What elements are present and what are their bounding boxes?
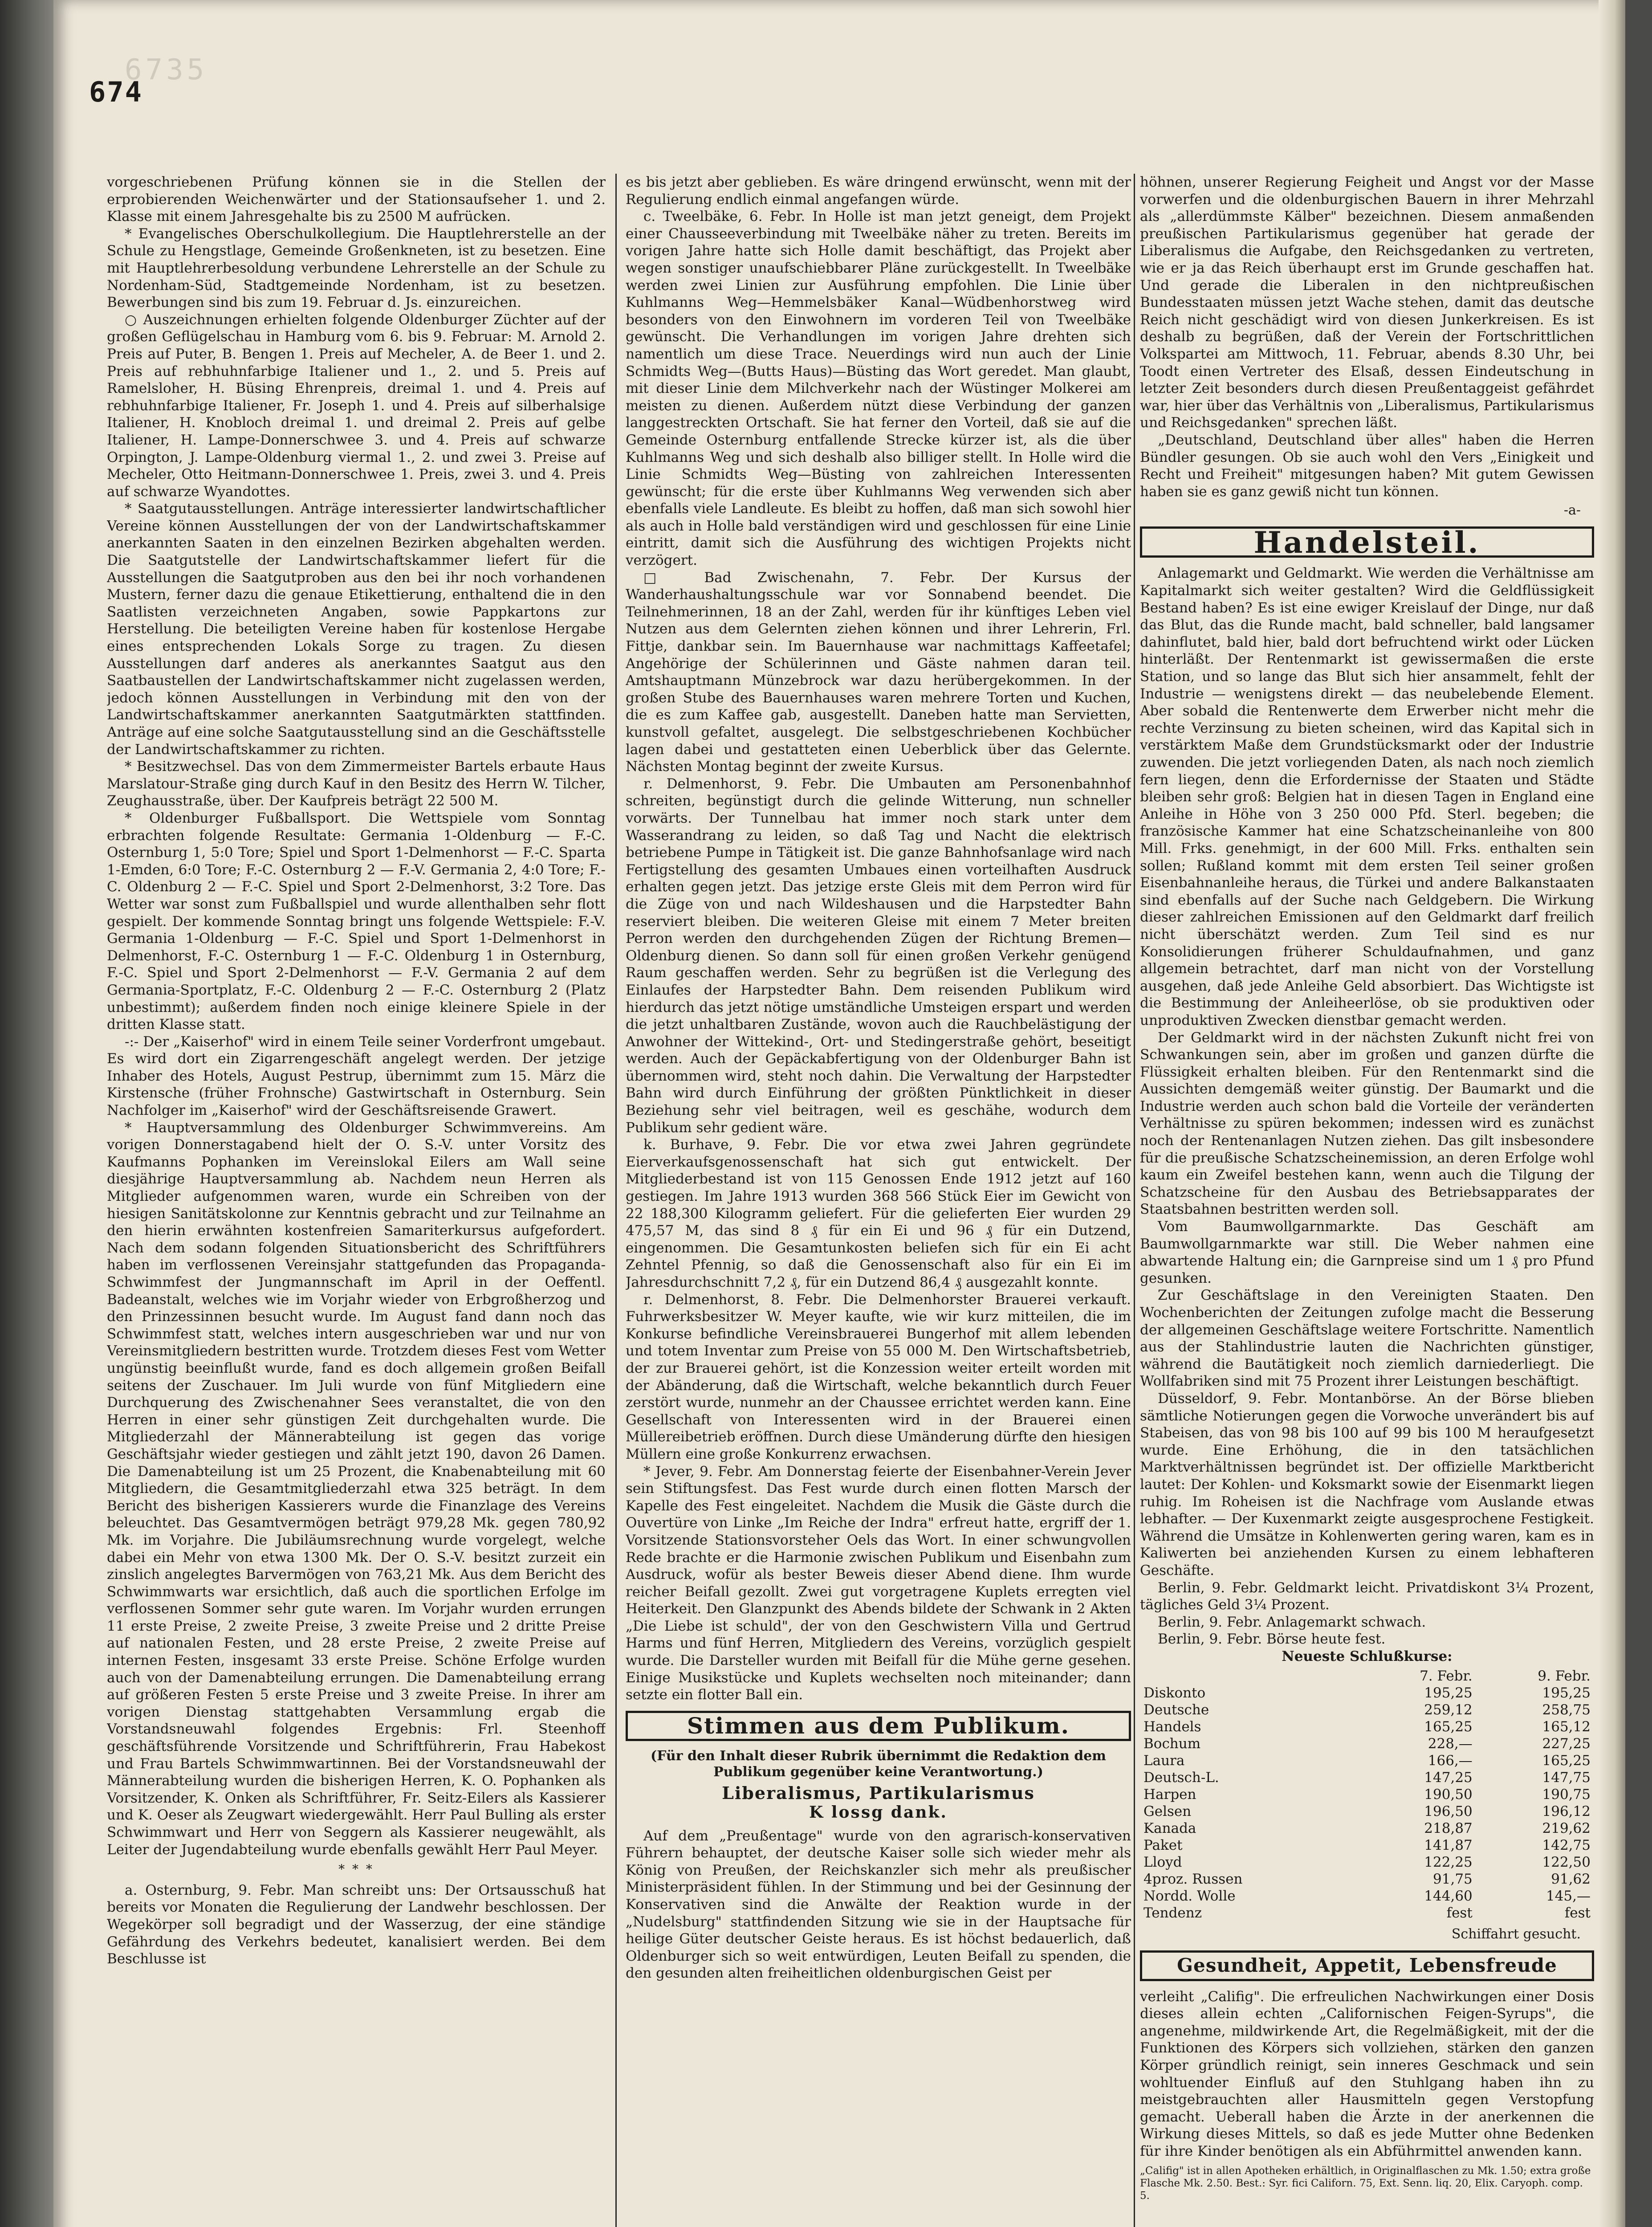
quote-value: 165,25 — [1424, 1719, 1473, 1735]
column-rule-1 — [615, 174, 617, 2227]
article-oberschulkollegium: * Evangelisches Oberschulkollegium. Die Hauptlehrerstelle an der Schule zu Hengstlage, Gemeinde Großenkneten, ist zu besetzen. Eine mit Hauptlehrerbesoldung verbundene Lehrerstelle an der Schule zu Nordenham-Süd, Stadtgemeinde Nordenham, ist zu besetzen. Bewerbungen sind bis zum 19. Februar d. Js. einzureichen. — [107, 225, 606, 311]
page-number: 674 — [89, 76, 143, 108]
article-vereinigte-staaten: Zur Geschäftslage in den Vereinigten Staaten. Den Wochenberichten der Zeitungen zufolge macht die Besserung der allgemeinen Geschäftslage weitere Fortschritte. Namentlich aus der Stahlindustrie lauten die Nachrichten günstiger, während die Bautätigkeit noch ziemlich darniederliegt. Die Wollfabriken sind mit 75 Prozent ihrer Leistungen beschäftigt. — [1140, 1287, 1594, 1390]
quotes-row — [1140, 1735, 1594, 1752]
article-anlagemarkt: Anlagemarkt und Geldmarkt. Wie werden die Verhältnisse am Kapitalmarkt sich weiter gestalten? Wird die Geldflüssigkeit Bestand haben? Es ist eine ewiger Kreislauf der Dinge, nur daß das Blut, das die Runde macht, bald schneller, bald langsamer dahinflutet, bald hier, bald dort befruchtend wirkt oder Lücken hinterläßt. Der Rentenmarkt ist gewissermaßen die erste Station, und so lange das Blut sich hier ansammelt, fehlt der Industrie — wenigstens direkt — das neubelebende Element. Aber sobald die Rentenwerte dem Erwerber nicht mehr die rechte Verzinsung zu bieten scheinen, wird das Kapital sich in verstärktem Maße dem Grundstücksmarkt oder der Industrie zuwenden. Die jetzt vorliegenden Daten, als nach noch ziemlich fern liegen, denn die Erfordernisse der Staaten und Städte bleiben sehr groß: Belgien hat in diesen Tagen in England eine Anleihe in Höhe von 3 250 000 Pfd. Sterl. begeben; die französische Kammer hat eine Schatzscheinanleihe von 800 Mill. Frks. genehmigt, in der 600 Mill. Frks. enthalten sein sollen; Rußland kommt mit dem ersten Teil seiner großen Eisenbahnanleihe heraus, die Türkei und andere Balkanstaaten sind ebenfalls auf der Suche nach Geldgebern. Die Wirkung dieser zahlreichen Emissionen auf den Geldmarkt darf freilich nicht überschätzt werden. Zum Teil sind es nur Konsolidierungen früherer Schuldaufnahmen, und ganz allgemein betrachtet, darf man nicht von der Vorstellung ausgehen, daß jede Anleihe Geld absorbiert. Das Wichtigste ist die Bestimmung der Anleiheerlöse, ob sie produktiven oder unproduktiven Zwecken dienstbar gemacht werden. — [1140, 565, 1594, 1028]
quote-value: 227,25 — [1542, 1736, 1591, 1752]
letter-body: Auf dem „Preußentage" wurde von den agrarisch-konservativen Führern behauptet, der deutsche Kaiser solle sich wieder mehr als König von Preußen, der Reichskanzler sich mehr als preußischer Ministerpräsident fühlen. In der Stimmung und bei der Gesinnung der Konservativen sind die Anwälte der Reaktion wurde in der „Nudelsburg" stattfindenden Sitzung wie sie in der Hauptsache für heilige Güter deutscher Geiste heraus. Es ist höchst bedauerlich, daß Oldenburger sich so weit entwürdigen, Leuten Beifall zu spenden, die den gesunden alten freiheitlichen oldenburgischen Geist per — [626, 1827, 1131, 1982]
quote-value: 195,25 — [1424, 1685, 1473, 1701]
quote-value: 141,87 — [1424, 1837, 1473, 1854]
quote-value: fest — [1446, 1905, 1473, 1921]
section-disclaimer: (Für den Inhalt dieser Rubrik übernimmt die Redaktion dem Publikum gegenüber keine Verantwortung.) — [650, 1748, 1107, 1780]
quote-name: Tendenz — [1143, 1905, 1202, 1921]
quotes-row — [1140, 1837, 1594, 1854]
section-header-stimmen: Stimmen aus dem Publikum. — [626, 1711, 1131, 1742]
quote-value: 144,60 — [1424, 1888, 1473, 1905]
quotes-header-cell: 9. Febr. — [1538, 1668, 1591, 1685]
quote-value: 228,— — [1428, 1736, 1473, 1752]
market-note-geldmarkt: Berlin, 9. Febr. Geldmarkt leicht. Privatdiskont 3¼ Prozent, tägliches Geld 3¼ Prozent. — [1140, 1579, 1594, 1613]
archive-stamp: 6735 — [125, 53, 208, 86]
article-geldmarkt: Der Geldmarkt wird in der nächsten Zukunft nicht frei von Schwankungen sein, aber im großen und ganzen dürfte die Flüssigkeit erhalten bleiben. Für den Rentenmarkt sind die Aussichten demgemäß weiter günstig. Der Baumarkt und die Industrie werden auch schon bald die Vorteile der veränderten Verhältnisse zu spüren bekommen; indessen wird es zunächst noch der Rentenanlagen Nutzen ziehen. Das gilt insbesondere für die preußische Schatzscheinemission, an deren Erfolge wohl kaum ein Zweifel bestehen kann, wenn auch die Tilgung der Schatzscheine für den Ausbau des Betriebsapparates der Staatsbahnen bestritten werden soll. — [1140, 1029, 1594, 1218]
quotes-row — [1140, 1854, 1594, 1871]
quote-name: Deutsch-L. — [1143, 1770, 1219, 1786]
quotes-row — [1140, 1769, 1594, 1786]
quote-value: 190,50 — [1424, 1786, 1473, 1803]
quotes-row — [1140, 1685, 1594, 1701]
article-montanboerse: Düsseldorf, 9. Febr. Montanbörse. An der Börse blieben sämtliche Notierungen gegen die Vorwoche unverändert bis auf Stabeisen, das von 98 bis 100 auf 99 bis 100 M heraufgesetzt wurde. Eine Erhöhung, die in den tatsächlichen Marktverhältnissen begründet ist. Der offizielle Marktbericht lautet: Der Kohlen- und Koksmarkt sowie der Eisenmarkt liegen ruhig. Im Roheisen ist die Nachfrage vom Auslande etwas lebhafter. — Der Kuxenmarkt zeigte ausgesprochene Festigkeit. Während die Umsätze in Kohlenwerten gering waren, kam es in Kaliwerten bei anziehenden Kursen zu einem lebhafteren Geschäfte. — [1140, 1390, 1594, 1578]
quote-name: Kanada — [1143, 1820, 1196, 1837]
quote-name: 4proz. Russen — [1143, 1871, 1243, 1888]
quote-name: Deutsche — [1143, 1702, 1209, 1718]
letter-closing: „Deutschland, Deutschland über alles" haben die Herren Bündler gesungen. Ob sie auch wohl den Vers „Einigkeit und Recht und Freiheit" mitgesungen haben? Mit gutem Gewissen haben sie es ganz gewiß nicht tun können. — [1140, 432, 1594, 500]
quote-name: Lloyd — [1143, 1854, 1182, 1871]
letter-continuation: höhnen, unserer Regierung Feigheit und Angst vor der Masse vorwerfen und die oldenburgischen Bauern in ihrer Mehrzahl als „allerdümmste Kälber" bezeichnen. Diesem anmaßenden preußischen Partikularismus gegenüber hat gerade der Liberalismus die Aufgabe, den Reichsgedanken zu vertreten, wie er ja das Reich überhaupt erst im Grunde geschaffen hat. Und gerade die Liberalen in den nichtpreußischen Bundesstaaten müssen jetzt Wache stehen, damit das deutsche Reich nicht geschädigt wird von diesen Junkerkreisen. Es ist deshalb zu begrüßen, daß der Verein der Fortschrittlichen Volkspartei am Mittwoch, 11. Februar, abends 8.30 Uhr, bei Toodt einen Vertreter des Elsaß, dessen Eindeutschung in letzter Zeit besonders durch diesen Preußentaggeist gefährdet war, hier über das Verhältnis von „Liberalismus, Partikularismus und Reichsgedanken" sprechen läßt. — [1140, 174, 1594, 431]
article-bad-zwischenahn: □ Bad Zwischenahn, 7. Febr. Der Kursus der Wanderhaushaltungsschule war vor Sonnabend beendet. Die Teilnehmerinnen, 18 an der Zahl, werden für ihr künftiges Leben viel Nutzen aus dem Gelernten ziehen können und ihrer Lehrerin, Frl. Fittje, dankbar sein. Im Bauernhause war nachmittags Kaffeetafel; Angehörige der Schülerinnen und Gäste nahmen daran teil. Amtshauptmann Münzebrock war dazu herübergekommen. In der großen Stube des Bauernhauses waren mehrere Torten und Kuchen, die es zum Kaffee gab, ausgestellt. Daneben hatte man Servietten, kunstvoll gefaltet, ausgelegt. Die selbstgeschriebenen Kochbücher lagen dabei und gestatteten einen Ueberblick über das Gelernte. Nächsten Montag beginnt der zweite Kursus. — [626, 569, 1131, 775]
article-schwimmverein: * Hauptversammlung des Oldenburger Schwimmvereins. Am vorigen Donnerstagabend hielt der O. S.-V. unter Vorsitz des Kaufmanns Pophanken im Vereinslokal Eilers am Wall seine diesjährige Hauptversammlung ab. Nachdem neun Herren als Mitglieder aufgenommen waren, wurde ein Schreiben von der hiesigen Sanitätskolonne zur Kenntnis gebracht und zur Teilnahme an den hierin erwähnten kostenfreien Samariterkursus aufgefordert. Nach dem sodann folgenden Situationsbericht des Schriftführers haben im verflossenen Vereinsjahr stattgefunden das Propaganda-Schwimmfest der Jungmannschaft im April in der Oeffentl. Badeanstalt, welches wie im Vorjahr wieder von Erbgroßherzog und den Prinzessinnen besucht wurde. Im August fand dann noch das Schwimmfest statt, welches intern ausgeschrieben war und nur von Vereinsmitgliedern bestritten wurde. Trotzdem dieses Fest vom Wetter ungünstig beeinflußt wurde, fand es doch allgemein großen Beifall seitens der Zuschauer. Im Juli wurde von fünf Mitgliedern eine Durchquerung des Zwischenahner Sees veranstaltet, die von den Herren in einer sehr günstigen Zeit durchgehalten wurde. Die Mitgliederzahl der Männerabteilung ist gegen das vorige Geschäftsjahr wieder gestiegen und zählt jetzt 190, davon 26 Damen. Die Damenabteilung ist um 25 Prozent, die Knabenabteilung mit 60 Mitgliedern, die Gesamtmitgliederzahl etwa 325 beträgt. In dem Bericht des bisherigen Kassierers wurde die Finanzlage des Vereins beleuchtet. Das Gesamtvermögen beträgt 979,28 Mk. gegen 780,92 Mk. im Vorjahre. Die Jubiläumsrechnung wurde vorgelegt, welche dabei ein Mehr von etwa 1300 Mk. Der O. S.-V. besitzt zurzeit ein zinslich angelegtes Barvermögen von 763,21 Mk. Aus dem Bericht des Schwimmwarts war ersichtlich, daß auch die sportlichen Erfolge im verflossenen Sommer sehr gute waren. Im Vorjahr wurden errungen 11 erste Preise, 2 zweite Preise, 3 zweite Preise und 2 dritte Preise auf nationalen Festen, und 28 erste Preise, 2 zweite Preise auf internen Festen, insgesamt 33 erste Preise. Schöne Erfolge wurden auch von der Damenabteilung errungen. Die Damenabteilung errang auf größeren Festen 5 erste Preise und 3 zweite Preise. In ihrer am vorigen Dienstag stattgehabten Versammlung ergab die Vorstandsneuwahl folgendes Ergebnis: Frl. Steenhoff geschäftsführende Vorsitzende und Schriftführerin, Frau Habekost und Frau Bartels Schwimmwartinnen. Bei der Vorstandsneuwahl der Männerabteilung wurden die bisherigen Herren, K. O. Pophanken als Vorsitzender, K. Onken als Schriftführer, Fr. Seitz-Eilers als Kassierer und K. Oeser als Zeugwart wiedergewählt. Herr Paul Bulling als erster Schwimmwart und Herr von Seggern als Kassierer neugewählt, als Leiter der Jugendabteilung wurde ebenfalls gewählt Herr Paul Meyer. — [107, 1119, 606, 1858]
quotes-row — [1140, 1786, 1594, 1803]
column-rule-2 — [1134, 174, 1135, 2227]
article-paragraph: vorgeschriebenen Prüfung können sie in die Stellen der erprobierenden Weichenwärter und der Stationsaufseher 1. und 2. Klasse mit einem Jahresgehalte bis zu 2500 M aufrücken. — [107, 174, 606, 225]
quote-value: 190,75 — [1542, 1786, 1591, 1803]
quote-name: Laura — [1143, 1753, 1185, 1769]
quotes-header-cell — [1140, 1668, 1358, 1685]
article-saatgutausstellungen: * Saatgutausstellungen. Anträge interessierter landwirtschaftlicher Vereine können Ausstellungen der von der Landwirtschaftskammer anerkannten Saaten in den einzelnen Bezirken abgehalten werden. Die Saatgutstelle der Landwirtschaftskammer liefert für die Ausstellungen die Saatgutproben aus den bei ihr noch vorhandenen Mustern, ferner dazu die genaue Etikettierung, enthaltend die in den Saatlisten verzeichneten Angaben, sowie Pappkartons zur Herstellung. Die beteiligten Vereine haben für kostenlose Hergabe eines entsprechenden Lokals Sorge zu tragen. Zu diesen Ausstellungen darf anderes als anerkanntes Saatgut aus den Saatbaustellen der Landwirtschaftskammer nicht zugelassen werden, jedoch können Ausstellungen in Verbindung mit den von der Landwirtschaftskammer anerkannten Saatgutmärkten stattfinden. Anträge auf eine solche Saatgutausstellung sind an die Geschäftsstelle der Landwirtschaftskammer zu richten. — [107, 501, 606, 758]
quotes-header-cell: 7. Febr. — [1420, 1668, 1473, 1685]
quote-value: 259,12 — [1424, 1702, 1473, 1718]
quote-value: 122,50 — [1542, 1854, 1591, 1871]
article-fussballsport: * Oldenburger Fußballsport. Die Wettspiele vom Sonntag erbrachten folgende Resultate: Germania 1-Oldenburg — F.-C. Osternburg 1, 5:0 Tore; Spiel und Sport 1-Delmenhorst — F.-C. Sparta 1-Emden, 6:0 Tore; F.-C. Osternburg 2 — F.-V. Germania 2, 4:0 Tore; F.-C. Oldenburg 2 — F.-C. Spiel und Sport 2-Delmenhorst, 3:2 Tore. Das Wetter war sonst zum Fußballspiel und wurde allenthalben sehr flott gespielt. Der kommende Sonntag bringt uns folgende Wettspiele: F.-V. Germania 1-Oldenburg — F.-C. Spiel und Sport 1-Delmenhorst in Delmenhorst, F.-C. Osternburg 1 — F.-C. Oldenburg 1 in Osternburg, F.-C. Spiel und Sport 2-Delmenhorst — F.-V. Germania 2 auf dem Germania-Sportplatz, F.-C. Oldenburg 2 — F.-C. Osternburg 2 (Platz unbestimmt); außerdem finden noch einige kleinere Spiele in der dritten Klasse statt. — [107, 810, 606, 1033]
letter-title: Liberalismus, Partikularismus — [722, 1783, 1035, 1803]
article-delmenhorst-brauerei: r. Delmenhorst, 8. Febr. Die Delmenhorster Brauerei verkauft. Fuhrwerksbesitzer W. Meyer kaufte, wie wir kurz mitteilen, die im Konkurse befindliche Vereinsbrauerei Bungerhof mit allem lebenden und totem Inventar zum Preise von 55 000 M. Den Wirtschaftsbetrieb, der zur Brauerei gehört, ist die Konzession weiter erteilt worden mit der Abänderung, daß die Wirtschaft, welche bekanntlich durch Feuer zerstört wurde, nunmehr an der Chaussee errichtet werden kann. Eine Gesellschaft von Interessenten wird in der Brauerei einen Müllereibetrieb eröffnen. Durch diese Umänderung dürfte den hiesigen Müllern eine große Konkurrenz erwachsen. — [626, 1291, 1131, 1462]
article-continuation: es bis jetzt aber geblieben. Es wäre dringend erwünscht, wenn mit der Regulierung endlich einmal angefangen würde. — [626, 174, 1131, 208]
quotes-row — [1140, 1718, 1594, 1735]
quote-name: Harpen — [1143, 1786, 1196, 1803]
quotes-row — [1140, 1803, 1594, 1820]
column-2 — [626, 174, 1131, 2227]
letter-signature: -a- — [1563, 502, 1581, 518]
quote-value: 218,87 — [1424, 1820, 1473, 1837]
ad-footnote: „Califig" ist in allen Apotheken erhältlich, in Originalflaschen zu Mk. 1.50; extra große Flasche Mk. 2.50. Best.: Syr. fici Californ. 75, Ext. Senn. liq. 20, Elix. Caryoph. comp. 5. — [1140, 2165, 1591, 2202]
quote-name: Gelsen — [1143, 1803, 1192, 1820]
quote-value: 165,12 — [1542, 1719, 1591, 1735]
market-note-anlagemarkt: Berlin, 9. Febr. Anlagemarkt schwach. — [1158, 1614, 1426, 1630]
newspaper-page — [53, 0, 1625, 2227]
quotes-row — [1140, 1820, 1594, 1837]
quote-name: Bochum — [1143, 1736, 1201, 1752]
article-burhave: k. Burhave, 9. Febr. Die vor etwa zwei Jahren gegründete Eierverkaufsgenossenschaft hat sich gut entwickelt. Der Mitgliederbestand ist von 115 Genossen Ende 1912 jetzt auf 160 gestiegen. Im Jahre 1913 wurden 368 566 Stück Eier im Gewicht von 22 188,300 Kilogramm geliefert. Für die gelieferten Eier wurden 29 475,57 M, das sind 8 ₰ für ein Ei und 96 ₰ für ein Dutzend, eingenommen. Die Gesamtunkosten beliefen sich für ein Ei acht Zehntel Pfennig, so daß die Genossenschaft also für ein Ei im Jahresdurchschnitt 7,2 ₰, für ein Dutzend 86,4 ₰ ausgezahlt konnte. — [626, 1137, 1131, 1290]
column-1 — [107, 174, 606, 2227]
quotes-table — [1140, 1668, 1594, 1921]
article-baumwollgarn: Vom Baumwollgarnmarkte. Das Geschäft am Baumwollgarnmarkte war still. Die Weber nahmen eine abwartende Haltung ein; die Garnpreise sind um 1 ₰ pro Pfund gesunken. — [1140, 1219, 1594, 1286]
article-delmenhorst-bahnhof: r. Delmenhorst, 9. Febr. Die Umbauten am Personenbahnhof schreiten, begünstigt durch die gelinde Witterung, nun schneller vorwärts. Der Tunnelbau hat immer noch stark unter dem Wasserandrang zu leiden, so daß Tag und Nacht die elektrisch betriebene Pumpe in Tätigkeit ist. Die ganze Bahnhofsanlage wird nach Fertigstellung des gesamten Umbaues einen vorteilhaften Ausdruck erhalten gegen jetzt. Das jetzige erste Gleis mit dem Perron wird für die Züge von und nach Wildeshausen und die Harpstedter Bahn reserviert bleiben. Die weiteren Gleise mit einem 7 Meter breiten Perron werden den durchgehenden Zügen der Richtung Bremen—Oldenburg dienen. So dann soll für einen großen Verkehr genügend Raum geschaffen werden. Sehr zu begrüßen ist die Verlegung des Einlaufes der Harpstedter Bahn. Dem reisenden Publikum wird hierdurch das jetzt nötige umständliche Umsteigen erspart und werden die jetzt unhaltbaren Zustände, wovon auch die Rauchbelästigung der Anwohner der Wittekind-, Ort- und Stedingerstraße gehört, beseitigt werden. Auch der Gepäckabfertigung von der Oldenburger Bahn ist übernommen wird, steht noch dahin. Die Verwaltung der Harpstedter Bahn wird durch Einführung der größten Pünktlichkeit in dieser Beziehung sehr viel beitragen, weil es geschähe, wodurch dem Publikum sehr gedient wäre. — [626, 775, 1131, 1136]
article-gefluegelschau: ○ Auszeichnungen erhielten folgende Oldenburger Züchter auf der großen Geflügelschau in Hamburg vom 6. bis 9. Februar: M. Arnold 2. Preis auf Puter, B. Bengen 1. Preis auf Mecheler, A. de Beer 1. und 2. Preis auf rebhuhnfarbige Italiener und 1., 2. und 5. Preis auf Ramelsloher, H. Büsing Ehrenpreis, dreimal 1. und 4. Preis auf rebhuhnfarbige Italiener, Fr. Joseph 1. und 4. Preis auf silberhalsige Italiener, H. Knobloch dreimal 1. und dreimal 2. Preis auf gelbe Italiener, H. Lampe-Donnerschwee 3. und 4. Preis auf schwarze Orpington, J. Lampe-Oldenburg viermal 1., 2. und zwei 3. Preise auf Mecheler, Otto Heitmann-Donnerschwee 1. Preis, zwei 3. und 4. Preis auf schwarze Wyandottes. — [107, 311, 606, 500]
quote-value: fest — [1564, 1905, 1591, 1921]
quote-value: 122,25 — [1424, 1854, 1473, 1871]
column-3 — [1140, 174, 1594, 2227]
quotes-row — [1140, 1701, 1594, 1718]
ad-body: verleiht „Califig". Die erfreulichen Nachwirkungen einer Dosis dieses allein echten „Californischen Feigen-Syrups", die angenehme, mildwirkende Art, die Regelmäßigkeit, mit der die Funktionen des Körpers sich vollziehen, stärken den ganzen Körper gründlich reinigt, sein inneres Geschmack und sein wohltuender Einfluß auf den Stuhlgang haben ihn zu meistgebrauchten aller Hausmitteln gegen Verstopfung gemacht. Ueberall haben die Ärzte in der anerkennen die Wirkung dieses Mittels, so daß es jede Mutter ohne Bedenken für ihre Kinder benötigen als ein Abführmittel anwenden kann. — [1140, 1988, 1594, 2159]
article-tweelbaeke: c. Tweelbäke, 6. Febr. In Holle ist man jetzt geneigt, dem Projekt einer Chausseeverbindung mit Tweelbäke näher zu treten. Bereits im vorigen Jahre hatte sich Holle damit beschäftigt, das Projekt aber wegen sonstiger unaufschiebbarer Pläne zurückgestellt. In Tweelbäke werden zwei Linien zur Ausführung empfohlen. Die Linie über Kuhlmanns Weg—Hemmelsbäker Kanal—Wüdbenhorstweg wird besonders von den Einwohnern im vorderen Teil von Tweelbäke gewünscht. Die Verhandlungen im vorigen Jahre drehten sich namentlich um diese Trace. Neuerdings wird nun auch der Linie Schmidts Weg—(Butts Haus)—Büsting das Wort geredet. Man glaubt, mit dieser Linie dem Milchverkehr nach der Wüstinger Molkerei am meisten zu dienen. Außerdem nützt diese Verbindung der ganzen langgestreckten Ortschaft. Sie hat ferner den Vorteil, daß sie auf die Gemeinde Osternburg entfallende Strecke kürzer ist, als die über Kuhlmanns Weg und sich deshalb also billiger stellt. In Holle wird die Linie Schmidts Weg—Büsting von zahlreichen Interessenten gewünscht; für die erste über Kuhlmanns Weg verwenden sich aber ebenfalls viele Landleute. Es bleibt zu hoffen, daß man sich sowohl hier als auch in Holle bald verständigen wird und geschlossen für eine Linie eintritt, damit sich die Ausführung des wichtigen Projekts nicht verzögert. — [626, 208, 1131, 569]
quote-value: 166,— — [1428, 1753, 1473, 1769]
article-jever: * Jever, 9. Febr. Am Donnerstag feierte der Eisenbahner-Verein Jever sein Stiftungsfest. Das Fest wurde durch einen flotten Marsch der Kapelle des Fest eingeleitet. Nachdem die Musik die Gäste durch die Ouvertüre von Linke „Im Reiche der Indra" erfreut hatte, ergriff der 1. Vorsitzende Stationsvorsteher Oels das Wort. In einer schwungvollen Rede brachte er die Harmonie zwischen Publikum und Eisenbahn zum Ausdruck, wofür als bester Beweis dieser Abend diene. Ihm wurde reicher Beifall gezollt. Zwei gut vorgetragene Kuplets erregten viel Heiterkeit. Den Glanzpunkt des Abends bildete der Schwank in 2 Akten „Die Liebe ist schuld", der von den Geschwistern Villa und Gertrud Harms und fünf Herren, Mitgliedern des Vereins, vorzüglich gespielt wurde. Die Darsteller wurden mit Beifall für die Mühe gerne gesehen. Einige Musikstücke und Kuplets wechselten noch miteinander; dann setzte ein flotter Ball ein. — [626, 1463, 1131, 1703]
quotes-row — [1140, 1905, 1594, 1921]
ad-header: Gesundheit, Appetit, Lebensfreude — [1140, 1950, 1594, 1981]
quote-value: 147,25 — [1424, 1770, 1473, 1786]
letter-subtitle: K lossg dank. — [809, 1803, 948, 1822]
article-kaiserhof: -:- Der „Kaiserhof" wird in einem Teile seiner Vorderfront umgebaut. Es wird dort ein Zigarrengeschäft angelegt werden. Der jetzige Inhaber des Hotels, August Pestrup, übernimmt zum 15. März die Kirstensche (früher Frohnsche) Gastwirtschaft in Osternburg. Sein Nachfolger im „Kaiserhof" wird der Geschäftsreisende Grawert. — [107, 1033, 606, 1119]
quote-value: 91,62 — [1551, 1871, 1591, 1888]
quote-value: 196,50 — [1424, 1803, 1473, 1820]
market-note-boerse: Berlin, 9. Febr. Börse heute fest. — [1158, 1631, 1386, 1648]
quotes-note: Schiffahrt gesucht. — [1451, 1926, 1581, 1942]
quotes-row — [1140, 1871, 1594, 1888]
quotes-row — [1140, 1888, 1594, 1905]
quote-name: Paket — [1143, 1837, 1183, 1854]
quote-value: 147,75 — [1542, 1770, 1591, 1786]
quote-value: 258,75 — [1542, 1702, 1591, 1718]
article-osternburg: a. Osternburg, 9. Febr. Man schreibt uns: Der Ortsausschuß hat bereits vor Monaten die Regulierung der Landwehr beschlossen. Der Wegekörper soll begradigt und der Wasserzug, der eine ständige Gefährdung des Verkehrs bedeutet, kanalisiert werden. Bei dem Beschlusse ist — [107, 1882, 606, 1967]
article-besitzwechsel: * Besitzwechsel. Das von dem Zimmermeister Bartels erbaute Haus Marslatour-Straße ging durch Kauf in den Besitz des Herrn W. Tilcher, Zeughausstraße, über. Der Kaufpreis beträgt 22 500 M. — [107, 759, 606, 809]
quote-value: 91,75 — [1433, 1871, 1473, 1888]
quote-name: Diskonto — [1143, 1685, 1206, 1701]
quote-name: Nordd. Wolle — [1143, 1888, 1236, 1905]
section-separator: * * * — [338, 1862, 374, 1877]
section-header-handelsteil: Handelsteil. — [1140, 526, 1594, 558]
quote-name: Handels — [1143, 1719, 1201, 1735]
page-edge — [1599, 0, 1625, 2227]
quote-value: 142,75 — [1542, 1837, 1591, 1854]
quotes-row — [1140, 1752, 1594, 1769]
quote-value: 196,12 — [1542, 1803, 1591, 1820]
quotes-header-row — [1140, 1668, 1594, 1685]
quote-value: 145,— — [1546, 1888, 1591, 1905]
quote-value: 165,25 — [1542, 1753, 1591, 1769]
quote-value: 219,62 — [1542, 1820, 1591, 1837]
quote-value: 195,25 — [1542, 1685, 1591, 1701]
quotes-heading: Neueste Schlußkurse: — [1282, 1648, 1453, 1664]
